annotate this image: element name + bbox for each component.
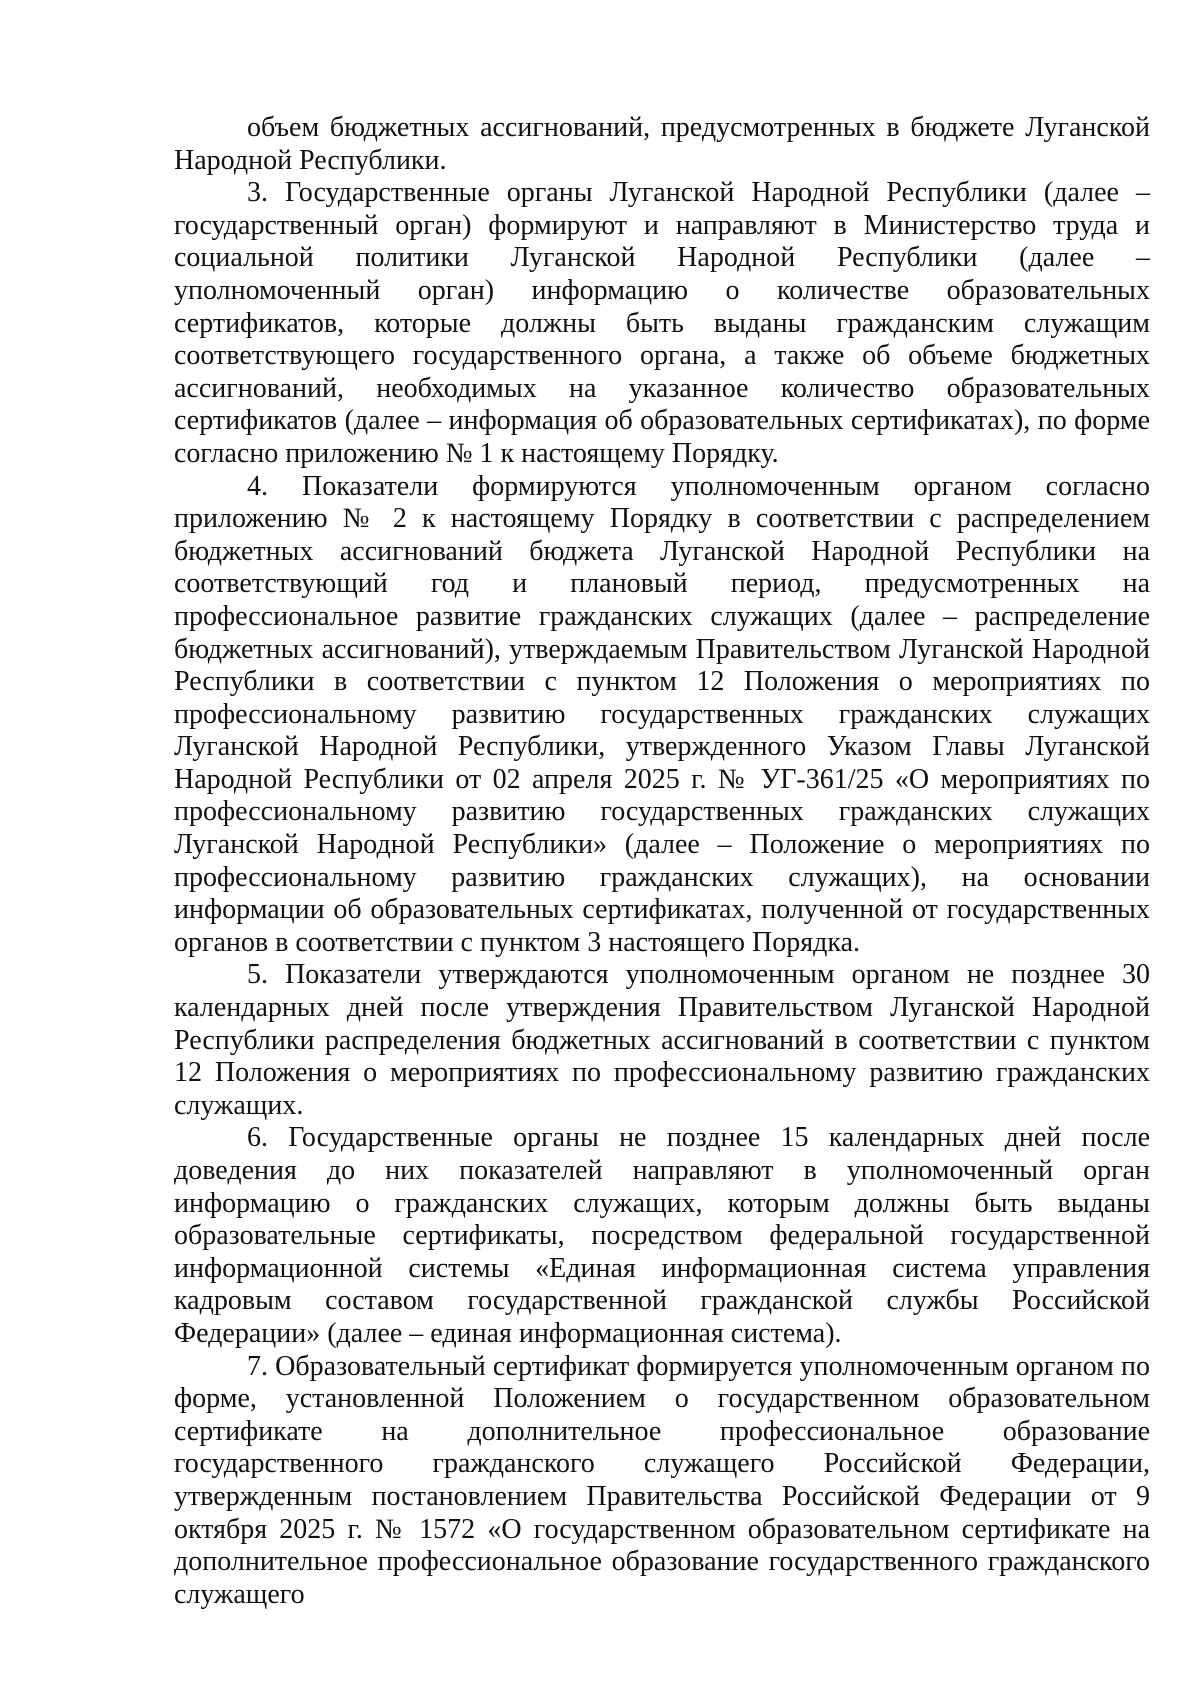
paragraph-item-5: 5. Показатели утверждаются уполномоченным органом не позднее 30 календарных дней после утверждения Правительством Луганской Народной Республики распределения бюджетных ассигнований в соответствии с пунктом 12 Положения о мероприятиях по профессиональному развитию гражданских служащих. [174,959,1150,1121]
document-text-body [174,112,1150,1611]
paragraph-item-4: 4. Показатели формируются уполномоченным органом согласно приложению № 2 к настоящему Порядку в соответствии с распределением бюджетных ассигнований бюджета Луганской Народной Республики на соответствующий год и плановый период, предусмотренных на профессиональное развитие гражданских служащих (далее – распределение бюджетных ассигнований), утверждаемым Правительством Луганской Народной Республики в соответствии с пунктом 12 Положения о мероприятиях по профессиональному развитию государственных гражданских служащих Луганской Народной Республики, утвержденного Указом Главы Луганской Народной Республики от 02 апреля 2025 г. № УГ-361/25 «О мероприятиях по профессиональному развитию государственных гражданских служащих Луганской Народной Республики» (далее – Положение о мероприятиях по профессиональному развитию гражданских служащих), на основании информации об образовательных сертификатах, полученной от государственных органов в соответствии с пунктом 3 настоящего Порядка. [174,470,1150,958]
paragraph-item-3: 3. Государственные органы Луганской Народной Республики (далее – государственный орган) формируют и направляют в Министерство труда и социальной политики Луганской Народной Республики (далее – уполномоченный орган) информацию о количестве образовательных сертификатов, которые должны быть выданы гражданским служащим соответствующего государственного органа, а также об объеме бюджетных ассигнований, необходимых на указанное количество образовательных сертификатов (далее – информация об образовательных сертификатах), по форме согласно приложению № 1 к настоящему Порядку. [174,177,1150,469]
paragraph-continuation: объем бюджетных ассигнований, предусмотренных в бюджете Луганской Народной Республики. [174,112,1150,176]
paragraph-item-6: 6. Государственные органы не позднее 15 календарных дней после доведения до них показателей направляют в уполномоченный орган информацию о гражданских служащих, которым должны быть выданы образовательные сертификаты, посредством федеральной государственной информационной системы «Единая информационная система управления кадровым составом государственной гражданской службы Российской Федерации» (далее – единая информационная система). [174,1122,1150,1349]
paragraph-item-7: 7. Образовательный сертификат формируется уполномоченным органом по форме, установленной Положением о государственном образовательном сертификате на дополнительное профессиональное образование государственного гражданского служащего Российской Федерации, утвержденным постановлением Правительства Российской Федерации от 9 октября 2025 г. № 1572 «О государственном образовательном сертификате на дополнительное профессиональное образование государственного гражданского служащего [174,1350,1150,1610]
